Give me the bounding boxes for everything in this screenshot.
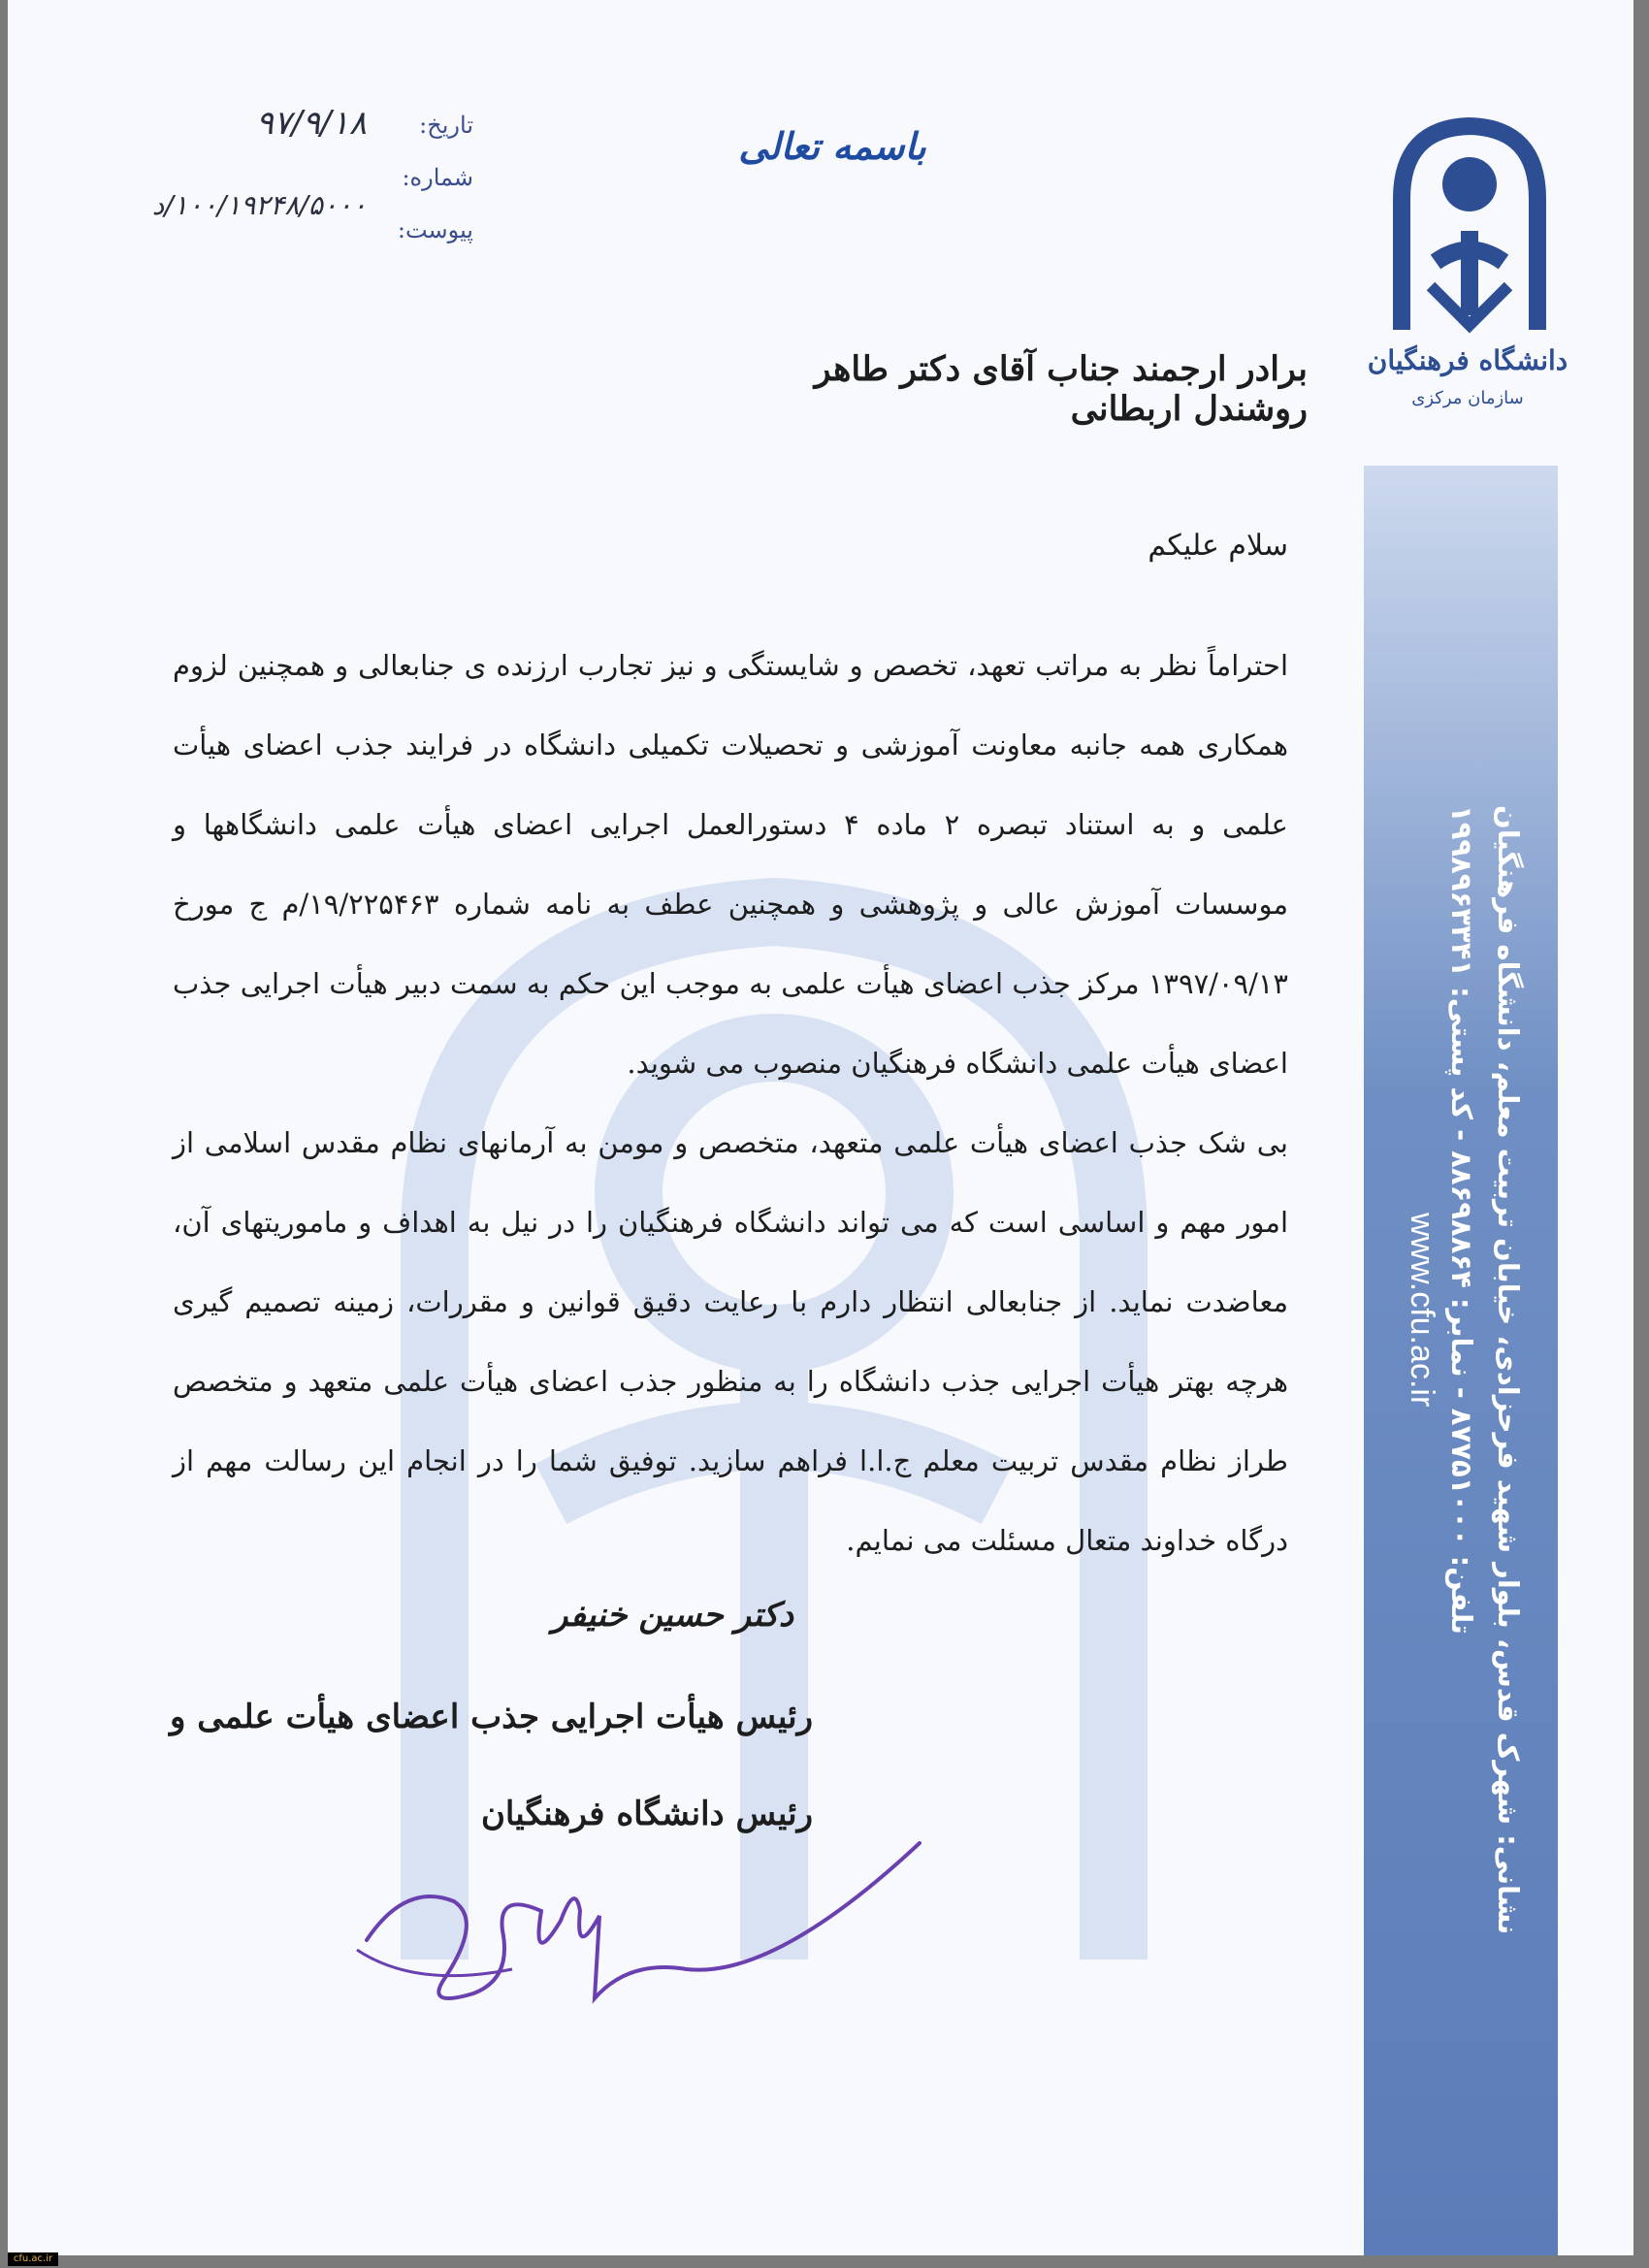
salutation: سلام علیکم [1148, 529, 1288, 563]
addressee-line: برادر ارجمند جناب آقای دکتر طاهر روشندل اربطانی [814, 349, 1308, 429]
attachment-label: پیوست: [397, 216, 473, 243]
letter-body [173, 626, 1288, 1580]
signature-icon [338, 1824, 939, 2018]
signatory-name: دکتر حسین خنیفر [551, 1596, 793, 1635]
body-paragraph: احتراماً نظر به مراتب تعهد، تخصص و شایستگی و نیز تجارب ارزنده ی جنابعالی و همچنین لزوم همکاری همه جانبه معاونت آموزشی و تحصیلات تکمیلی دانشگاه در فرایند جذب اعضای هیأت علمی و به استناد تبصره ۲ ماده ۴ دستورالعمل اجرایی اعضای هیأت علمی دانشگاهها و موسسات آموزش عالی و پژوهشی و همچنین عطف به نامه شماره ۱۹/۲۲۵۴۶۳/م ج مورخ ۱۳۹۷/۰۹/۱۳ مرکز جذب اعضای هیأت علمی به موجب این حکم به سمت دبیر هیأت اجرایی جذب اعضای هیأت علمی دانشگاه فرهنگیان منصوب می شوید. [173, 649, 1288, 1080]
website-text: www.cfu.ac.ir [1404, 1213, 1440, 1408]
footer-watermark: cfu.ac.ir [8, 2252, 58, 2266]
date-label: تاریخ: [419, 112, 473, 139]
invocation-heading: باسمه تعالی [738, 124, 926, 168]
letter-page [8, 0, 1633, 2255]
university-name: دانشگاه فرهنگیان [1367, 344, 1568, 376]
contact-text: تلفن: ۸۷۷۵۱۰۰۰ - نمابر: ۸۸۶۹۸۸۶۴ - کد پستی: ۱۹۹۸۹۶۳۳۴۱ [1445, 805, 1478, 1635]
university-logo-icon [1387, 116, 1552, 340]
signatory-title: رئیس دانشگاه فرهنگیان [480, 1795, 813, 1833]
number-label: شماره: [402, 164, 473, 191]
date-value: ۹۷/۹/۱۸ [255, 104, 367, 143]
unit-name: سازمان مرکزی [1411, 388, 1524, 408]
letterhead-contact-strip [1375, 805, 1550, 1935]
address-text: نشانی: شهرک قدس، بلوار شهید فرحزادی، خیابان تربیت معلم، دانشگاه فرهنگیان [1492, 805, 1525, 1935]
number-value: ۱۰۰/۱۹۲۴۸/۵۰۰۰/د [151, 189, 367, 221]
body-paragraph: بی شک جذب اعضای هیأت علمی متعهد، متخصص و مومن به آرمانهای نظام مقدس اسلامی از امور مهم و اساسی است که می تواند دانشگاه فرهنگیان را در نیل به اهداف و ماموریتهای آن، معاضدت نماید. از جنابعالی انتظار دارم با رعایت دقیق قوانین و مقررات، زمینه تصمیم گیری هرچه بهتر هیأت اجرایی جذب دانشگاه را به منظور جذب اعضای هیأت علمی متعهد و متخصص طراز نظام مقدس تربیت معلم ج.ا.ا فراهم سازید. توفیق شما را در انجام این رسالت مهم از درگاه خداوند متعال مسئلت می نمایم. [173, 1126, 1288, 1557]
signatory-title: رئیس هیأت اجرایی جذب اعضای هیأت علمی و [170, 1698, 813, 1736]
letter-metadata [66, 104, 473, 247]
